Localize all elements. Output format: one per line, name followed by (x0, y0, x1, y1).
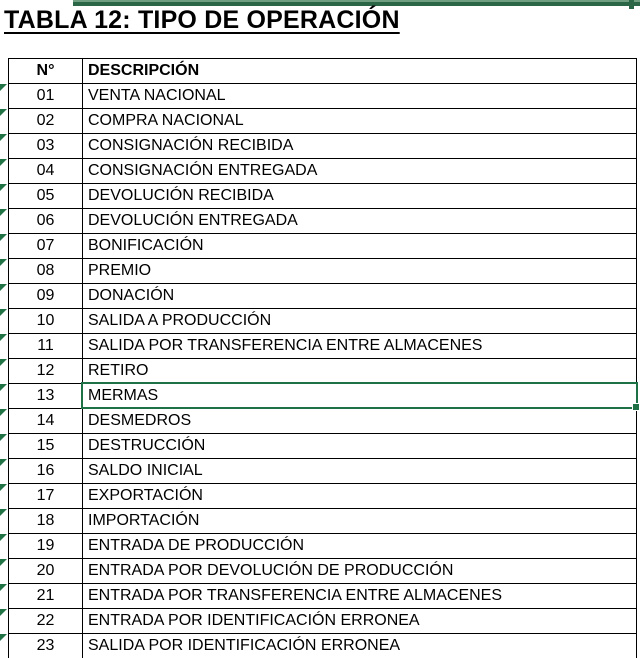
selection-fill-handle[interactable] (632, 403, 640, 411)
cell-descripcion[interactable]: IMPORTACIÓN (83, 509, 637, 534)
cell-descripcion[interactable]: SALIDA A PRODUCCIÓN (83, 309, 637, 334)
cell-numero[interactable]: 09 (9, 284, 83, 309)
cell-numero[interactable]: 16 (9, 459, 83, 484)
table-body (9, 84, 637, 658)
table-row (9, 409, 637, 434)
table-row (9, 484, 637, 509)
cell-descripcion[interactable]: SALIDA POR TRANSFERENCIA ENTRE ALMACENES (83, 334, 637, 359)
table-row (9, 609, 637, 634)
table-row (9, 534, 637, 559)
cell-numero[interactable]: 10 (9, 309, 83, 334)
table-row (9, 509, 637, 534)
cell-numero[interactable]: 06 (9, 209, 83, 234)
table-row (9, 634, 637, 658)
table-row (9, 209, 637, 234)
cell-descripcion[interactable]: DEVOLUCIÓN RECIBIDA (83, 184, 637, 209)
cell-descripcion[interactable]: ENTRADA POR TRANSFERENCIA ENTRE ALMACENES (83, 584, 637, 609)
error-indicator-triangle-icon (0, 584, 7, 591)
error-indicator-triangle-icon (0, 209, 7, 216)
cell-numero[interactable]: 07 (9, 234, 83, 259)
table-row (9, 184, 637, 209)
cell-descripcion[interactable]: SALIDA POR IDENTIFICACIÓN ERRONEA (83, 634, 637, 658)
table-row (9, 109, 637, 134)
cell-numero[interactable]: 18 (9, 509, 83, 534)
table-row (9, 334, 637, 359)
page-title: TABLA 12: TIPO DE OPERACIÓN (4, 6, 400, 34)
cell-numero[interactable]: 05 (9, 184, 83, 209)
cell-descripcion[interactable]: MERMAS (83, 384, 637, 409)
error-indicator-triangle-icon (0, 84, 7, 91)
error-indicator-triangle-icon (0, 159, 7, 166)
cell-descripcion[interactable]: BONIFICACIÓN (83, 234, 637, 259)
cell-numero[interactable]: 01 (9, 84, 83, 109)
error-indicator-triangle-icon (0, 359, 7, 366)
table-row (9, 434, 637, 459)
table-row (9, 284, 637, 309)
cell-descripcion[interactable]: DESMEDROS (83, 409, 637, 434)
error-indicator-triangle-icon (0, 484, 7, 491)
cell-numero[interactable]: 20 (9, 559, 83, 584)
error-indicator-triangle-icon (0, 434, 7, 441)
table-row (9, 134, 637, 159)
cell-numero[interactable]: 08 (9, 259, 83, 284)
operation-type-table (8, 58, 637, 658)
error-indicator-triangle-icon (0, 459, 7, 466)
table-row (9, 234, 637, 259)
table-header (9, 59, 637, 84)
cell-numero[interactable]: 17 (9, 484, 83, 509)
cell-numero[interactable]: 02 (9, 109, 83, 134)
error-indicator-triangle-icon (0, 384, 7, 391)
error-indicator-triangle-icon (0, 409, 7, 416)
cell-numero[interactable]: 11 (9, 334, 83, 359)
top-green-bar-notch (629, 0, 634, 9)
cell-descripcion[interactable]: DEVOLUCIÓN ENTREGADA (83, 209, 637, 234)
error-indicator-triangle-icon (0, 284, 7, 291)
error-indicator-triangle-icon (0, 534, 7, 541)
cell-numero[interactable]: 15 (9, 434, 83, 459)
table-row (9, 459, 637, 484)
cell-descripcion[interactable]: DONACIÓN (83, 284, 637, 309)
cell-numero[interactable]: 23 (9, 634, 83, 658)
cell-descripcion[interactable]: ENTRADA POR IDENTIFICACIÓN ERRONEA (83, 609, 637, 634)
cell-numero[interactable]: 19 (9, 534, 83, 559)
table-row (9, 559, 637, 584)
cell-descripcion[interactable]: DESTRUCCIÓN (83, 434, 637, 459)
error-indicator-triangle-icon (0, 559, 7, 566)
cell-numero[interactable]: 21 (9, 584, 83, 609)
cell-numero[interactable]: 13 (9, 384, 83, 409)
cell-descripcion[interactable]: RETIRO (83, 359, 637, 384)
cell-numero[interactable]: 03 (9, 134, 83, 159)
cell-descripcion[interactable]: SALDO INICIAL (83, 459, 637, 484)
error-indicator-triangle-icon (0, 234, 7, 241)
table-row (9, 84, 637, 109)
cell-descripcion[interactable]: VENTA NACIONAL (83, 84, 637, 109)
error-indicator-triangle-icon (0, 134, 7, 141)
header-cell-numero[interactable]: N° (9, 59, 83, 84)
error-indicator-triangle-icon (0, 509, 7, 516)
error-indicator-triangle-icon (0, 609, 7, 616)
error-indicator-triangle-icon (0, 309, 7, 316)
cell-descripcion[interactable]: CONSIGNACIÓN ENTREGADA (83, 159, 637, 184)
error-indicator-triangle-icon (0, 634, 7, 641)
table-row (9, 384, 637, 409)
table-row (9, 259, 637, 284)
error-indicator-triangle-icon (0, 184, 7, 191)
cell-descripcion[interactable]: CONSIGNACIÓN RECIBIDA (83, 134, 637, 159)
table-row (9, 359, 637, 384)
table-row (9, 159, 637, 184)
cell-descripcion[interactable]: ENTRADA POR DEVOLUCIÓN DE PRODUCCIÓN (83, 559, 637, 584)
table-row (9, 584, 637, 609)
header-cell-descripcion[interactable]: DESCRIPCIÓN (83, 59, 637, 84)
cell-descripcion[interactable]: EXPORTACIÓN (83, 484, 637, 509)
cell-numero[interactable]: 04 (9, 159, 83, 184)
error-indicator-triangle-icon (0, 334, 7, 341)
cell-descripcion[interactable]: ENTRADA DE PRODUCCIÓN (83, 534, 637, 559)
error-indicator-triangle-icon (0, 109, 7, 116)
table-row (9, 309, 637, 334)
cell-numero[interactable]: 22 (9, 609, 83, 634)
header-row (9, 59, 637, 84)
cell-numero[interactable]: 14 (9, 409, 83, 434)
cell-descripcion[interactable]: COMPRA NACIONAL (83, 109, 637, 134)
cell-numero[interactable]: 12 (9, 359, 83, 384)
error-indicator-triangle-icon (0, 259, 7, 266)
cell-descripcion[interactable]: PREMIO (83, 259, 637, 284)
